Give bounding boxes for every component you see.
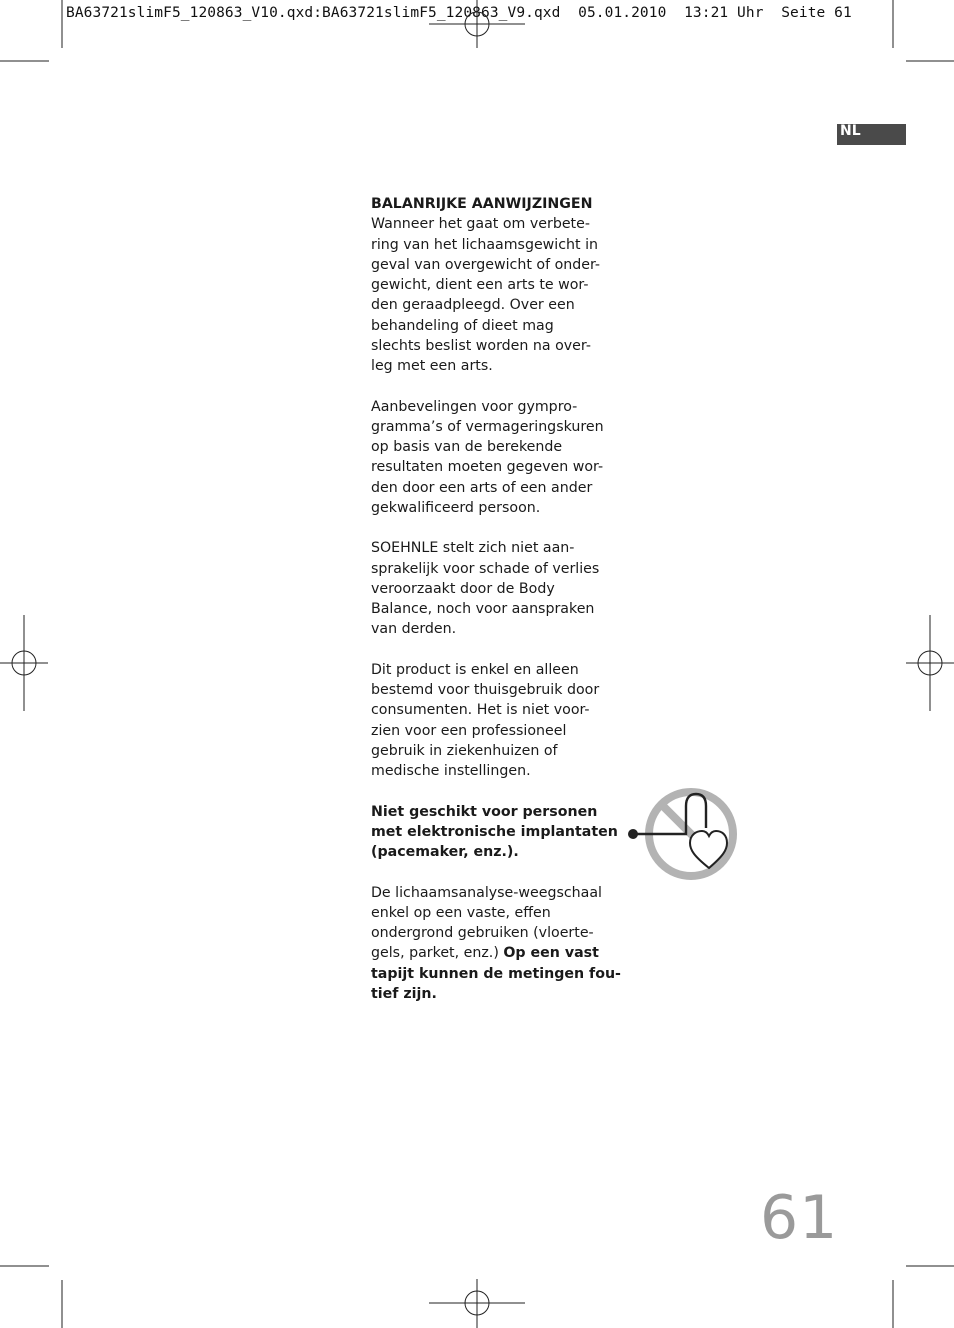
text-line: tapijt kunnen de metingen fou- xyxy=(371,965,621,982)
main-text-column xyxy=(371,194,621,1024)
paragraph-home-use xyxy=(371,660,606,782)
paragraph-intro xyxy=(371,194,606,376)
text-segment-bold: Op een vast xyxy=(503,945,599,962)
text-line: veroorzaakt door de Body xyxy=(371,580,555,597)
language-tab: NL xyxy=(837,124,906,145)
text-line: tief zijn. xyxy=(371,985,437,1002)
text-line: den door een arts of een ander xyxy=(371,479,593,496)
text-segment: gels, parket, enz.) xyxy=(371,945,504,962)
paragraph-recommendations xyxy=(371,397,606,519)
text-line: Niet geschikt voor personen xyxy=(371,803,598,820)
text-line: slechts beslist worden na over- xyxy=(371,337,591,354)
text-line: Wanneer het gaat om verbete- xyxy=(371,216,590,233)
text-line: sprakelijk voor schade of verlies xyxy=(371,560,600,577)
text-line: leg met een arts. xyxy=(371,358,493,374)
text-line: gramma’s of vermageringskuren xyxy=(371,418,604,435)
text-line: enkel op een vaste, effen xyxy=(371,904,551,921)
text-line: De lichaamsanalyse-weegschaal xyxy=(371,884,602,901)
text-line: geval van overgewicht of onder- xyxy=(371,256,601,273)
text-line: resultaten moeten gegeven wor- xyxy=(371,459,604,476)
text-line: Balance, noch voor aanspraken xyxy=(371,601,595,617)
print-slug: BA63721slimF5_120863_V10.qxd:BA63721slimF5_120863_V9.qxd 05.01.2010 13:21 Uhr Seite 61 xyxy=(66,5,852,21)
paragraph-surface xyxy=(371,883,621,1005)
text-line: Aanbevelingen voor gympro- xyxy=(371,398,578,415)
text-line: Dit product is enkel en alleen xyxy=(371,661,579,678)
paragraph-liability xyxy=(371,538,606,639)
page-number: 61 xyxy=(760,1183,839,1253)
text-line: SOEHNLE stelt zich niet aan- xyxy=(371,540,575,557)
section-heading: BALANRIJKE AANWIJZINGEN xyxy=(371,196,593,212)
text-line: ring van het lichaamsgewicht in xyxy=(371,236,599,253)
text-line: op basis van de berekende xyxy=(371,439,563,455)
text-line: behandeling of dieet mag xyxy=(371,317,554,334)
text-line: met elektronische implantaten xyxy=(371,823,618,840)
text-line-mixed xyxy=(371,943,606,963)
text-line: gebruik in ziekenhuizen of xyxy=(371,742,558,759)
no-pacemaker-icon xyxy=(624,786,742,886)
text-line: gekwalificeerd persoon. xyxy=(371,499,541,516)
text-line: den geraadpleegd. Over een xyxy=(371,297,575,314)
text-line: gewicht, dient een arts te wor- xyxy=(371,277,589,293)
paragraph-pacemaker-warning xyxy=(371,802,618,863)
text-line: consumenten. Het is niet voor- xyxy=(371,702,590,719)
text-line: (pacemaker, enz.). xyxy=(371,844,519,860)
text-line: van derden. xyxy=(371,621,457,638)
text-line: ondergrond gebruiken (vloerte- xyxy=(371,925,594,941)
text-line: medische instellingen. xyxy=(371,763,531,779)
text-line: bestemd voor thuisgebruik door xyxy=(371,682,600,698)
text-line: zien voor een professioneel xyxy=(371,722,567,739)
